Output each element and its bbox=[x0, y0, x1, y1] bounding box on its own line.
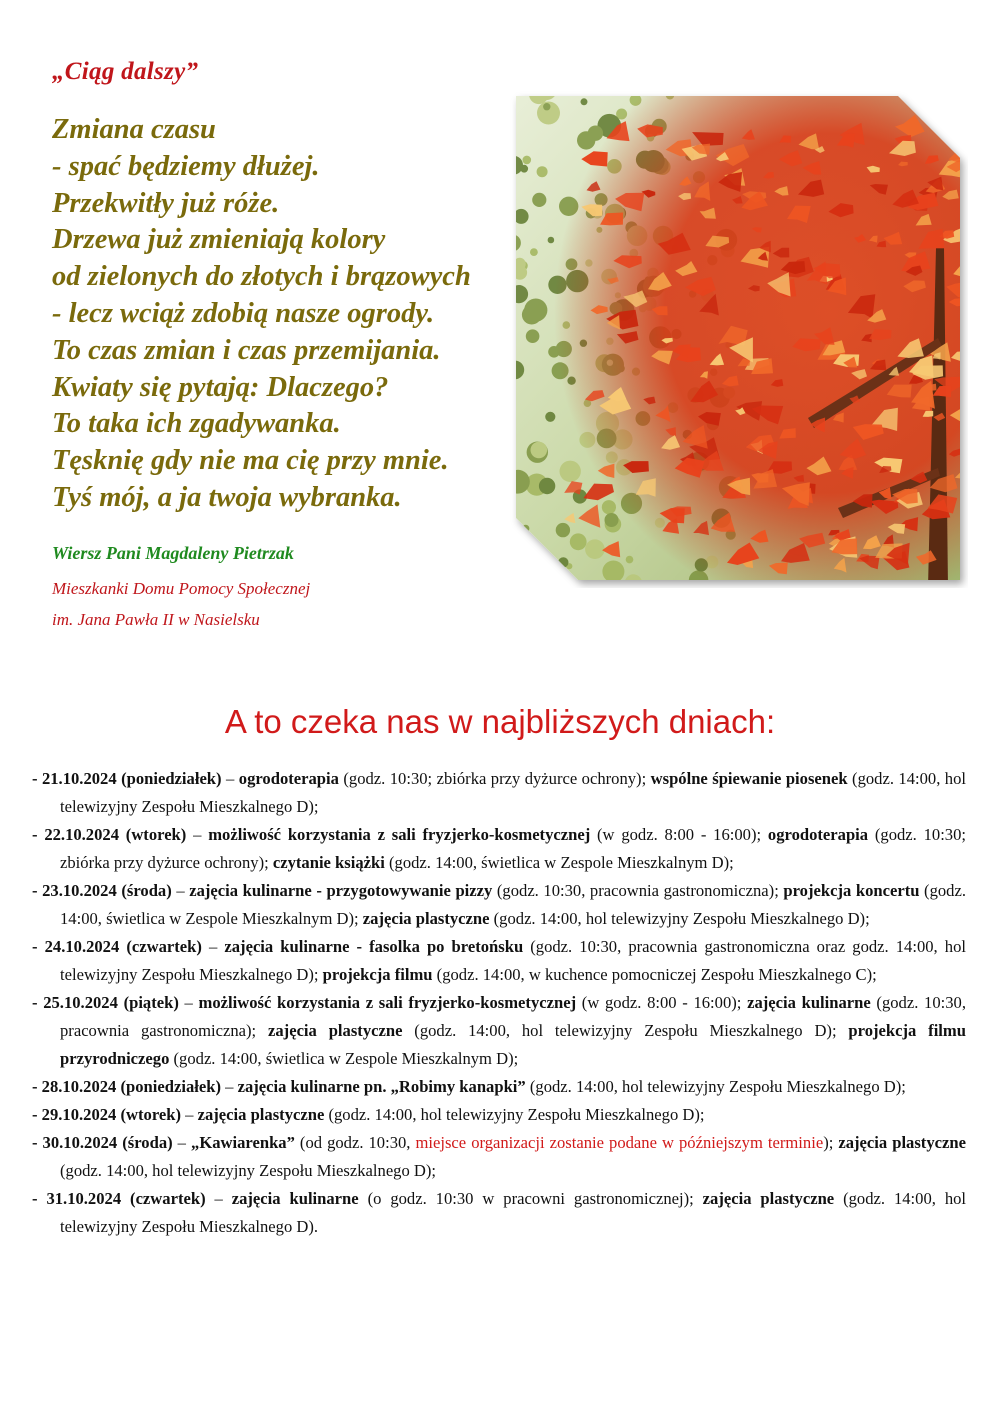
poem-line: Tyś mój, a ja twoja wybranka. bbox=[52, 481, 402, 513]
poem-line: Kwiaty się pytają: Dlaczego? bbox=[52, 371, 389, 403]
schedule-item: - 22.10.2024 (wtorek) – możliwość korzystania z sali fryzjerko-kosmetycznej (w godz. 8:00 - 16:00); ogrodoterapia (godz. 10:30; zbiórka przy dyżurce ochrony); czytanie książki (godz. 14:00, świetlica w Zespole Mieszkalnym D); bbox=[32, 825, 967, 872]
schedule-note: miejsce organizacji zostanie podane w późniejszym terminie bbox=[415, 1133, 824, 1152]
poem-line: - lecz wciąż zdobią nasze ogrody. bbox=[52, 297, 435, 329]
autumn-tree-photo bbox=[508, 88, 968, 588]
schedule-list bbox=[32, 765, 966, 1241]
poem-line: od zielonych do złotych i brązowych bbox=[52, 261, 471, 293]
schedule-heading: A to czeka nas w najbliższych dniach: bbox=[224, 703, 776, 740]
poem-author-location: im. Jana Pawła II w Nasielsku bbox=[52, 610, 260, 629]
schedule-item: - 24.10.2024 (czwartek) – zajęcia kulinarne - fasolka po bretońsku (godz. 10:30, pracownia gastronomiczna oraz godz. 14:00, hol telewizyjny Zespołu Mieszkalnego D); projekcja filmu (godz. 14:00, w kuchence pomocniczej Zespołu Mieszkalnego C); bbox=[32, 937, 966, 984]
poem-text bbox=[52, 112, 471, 517]
poem-line: Tęsknię gdy nie ma cię przy mnie. bbox=[52, 445, 449, 477]
schedule-item: - 30.10.2024 (środa) – „Kawiarenka” (od godz. 10:30, miejsce organizacji zostanie podane w późniejszym terminie); zajęcia plastyczne (godz. 14:00, hol telewizyjny Zespołu Mieszkalnego D); bbox=[32, 1133, 966, 1180]
poem-line: To czas zmian i czas przemijania. bbox=[52, 334, 441, 366]
poem-line: Przekwitły już róże. bbox=[52, 187, 280, 219]
schedule-item: - 28.10.2024 (poniedziałek) – zajęcia kulinarne pn. „Robimy kanapki” (godz. 14:00, hol telewizyjny Zespołu Mieszkalnego D); bbox=[32, 1077, 906, 1096]
poem-line: - spać będziemy dłużej. bbox=[52, 150, 320, 182]
poem-line: To taka ich zgadywanka. bbox=[52, 408, 341, 440]
poem-title: „Ciąg dalszy” bbox=[52, 58, 199, 85]
schedule-item: - 21.10.2024 (poniedziałek) – ogrodoterapia (godz. 10:30; zbiórka przy dyżurce ochrony); wspólne śpiewanie piosenek (godz. 14:00, hol telewizyjny Zespołu Mieszkalnego D); bbox=[32, 769, 967, 816]
schedule-item: - 31.10.2024 (czwartek) – zajęcia kulinarne (o godz. 10:30 w pracowni gastronomicznej); zajęcia plastyczne (godz. 14:00, hol telewizyjny Zespołu Mieszkalnego D). bbox=[32, 1189, 967, 1236]
schedule-item: - 29.10.2024 (wtorek) – zajęcia plastyczne (godz. 14:00, hol telewizyjny Zespołu Mieszkalnego D); bbox=[32, 1105, 705, 1124]
schedule-item: - 25.10.2024 (piątek) – możliwość korzystania z sali fryzjerko-kosmetycznej (w godz. 8:00 - 16:00); zajęcia kulinarne (godz. 10:30, pracownia gastronomiczna); zajęcia plastyczne (godz. 14:00, hol telewizyjny Zespołu Mieszkalnego D); projekcja filmu przyrodniczego (godz. 14:00, świetlica w Zespole Mieszkalnym D); bbox=[32, 993, 966, 1068]
poem-author: Wiersz Pani Magdaleny Pietrzak bbox=[52, 543, 294, 563]
poem-line: Drzewa już zmieniają kolory bbox=[52, 224, 386, 256]
poem-author-affiliation: Mieszkanki Domu Pomocy Społecznej bbox=[52, 579, 311, 598]
poem-line: Zmiana czasu bbox=[52, 114, 216, 145]
schedule-item: - 23.10.2024 (środa) – zajęcia kulinarne - przygotowywanie pizzy (godz. 10:30, pracownia gastronomiczna); projekcja koncertu (godz. 14:00, świetlica w Zespole Mieszkalnym D); zajęcia plastyczne (godz. 14:00, hol telewizyjny Zespołu Mieszkalnego D); bbox=[32, 881, 966, 928]
